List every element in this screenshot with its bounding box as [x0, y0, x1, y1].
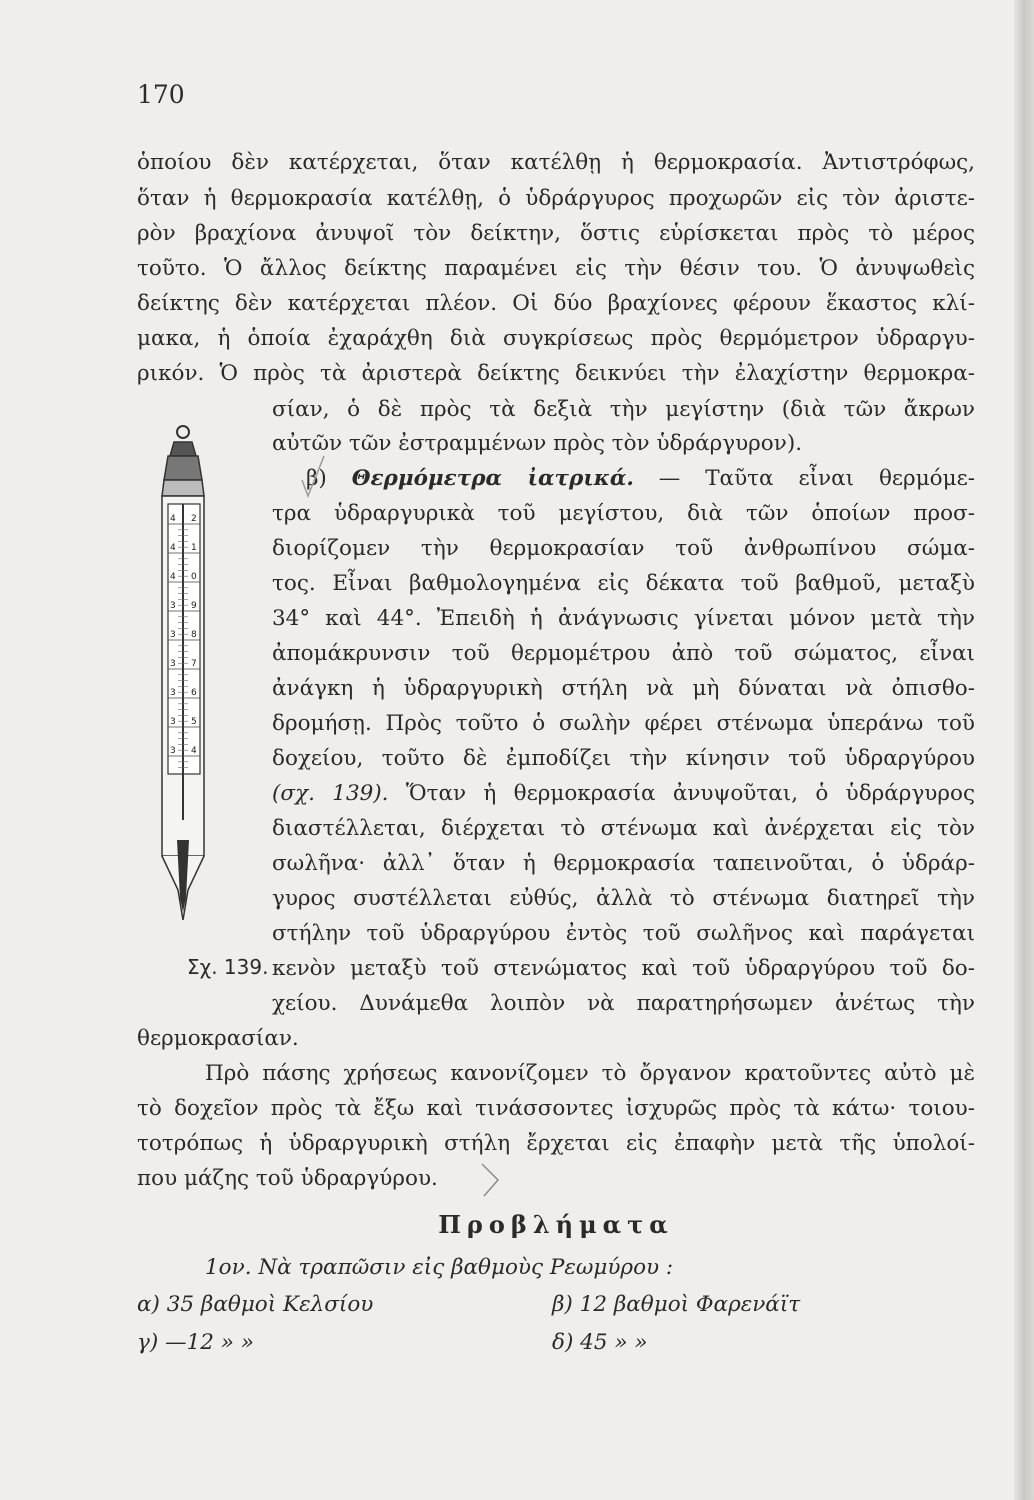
body-line: θερμοκρασίαν.: [137, 1026, 299, 1051]
pencil-arrow-mark: [476, 1160, 506, 1200]
problem-c: γ) —12 » »: [137, 1330, 254, 1355]
scale-label-left: 3: [170, 659, 176, 669]
body-line: που μάζης τοῦ ὑδραργύρου.: [137, 1166, 438, 1191]
body-line: διαστέλλεται, διέρχεται τὸ στένωμα καὶ ἀνέρχεται εἰς τὸν: [272, 816, 975, 841]
body-line: ὅταν ἡ θερμοκρασία κατέλθῃ, ὁ ὑδράργυρος προχωρῶν εἰς τὸν ἀριστε-: [137, 186, 975, 211]
scale-label-left: 4: [170, 543, 176, 553]
body-line: ρικόν. Ὁ πρὸς τὰ ἀριστερὰ δείκτης δεικνύει τὴν ἐλαχίστην θερμοκρα-: [137, 361, 975, 386]
ref-line: [272, 779, 975, 809]
body-line: κενὸν μεταξὺ τοῦ στενώματος καὶ τοῦ ὑδραργύρου τοῦ δο-: [272, 956, 975, 981]
scale-label-right: 6: [191, 688, 197, 698]
section-title: Θερμόμετρα ἰατρικά.: [351, 466, 634, 491]
scale-label-left: 3: [170, 630, 176, 640]
body-line: μακα, ἡ ὁποία ἐχαράχθη διὰ συγκρίσεως πρὸς θερμόμετρον ὑδραργυ-: [137, 326, 975, 351]
scale-label-right: 1: [191, 543, 197, 553]
scale-label-right: 0: [191, 572, 197, 582]
clinical-thermometer-figure: [150, 420, 230, 920]
scale-label-left: 3: [170, 601, 176, 611]
figure-caption: Σχ. 139.: [187, 955, 269, 979]
body-line: ρὸν βραχίονα ἀνυψοῖ τὸν δείκτην, ὅστις εὑρίσκεται πρὸς τὸ μέρος: [137, 221, 975, 246]
body-line: 34° καὶ 44°. Ἐπειδὴ ἡ ἀνάγνωσις γίνεται μόνον μετὰ τὴν: [272, 606, 975, 631]
body-line: ἀνάγκη ἡ ὑδραργυρικὴ στήλη νὰ μὴ δύναται νὰ ὀπισθο-: [272, 676, 975, 701]
body-line: τοτρόπως ἡ ὑδραργυρικὴ στήλη ἔρχεται εἰς ἐπαφὴν μετὰ τῆς ὑπολοί-: [137, 1131, 975, 1156]
body-line: ἀπομάκρυνσιν τοῦ θερμομέτρου ἀπὸ τοῦ σώματος, εἶναι: [272, 641, 975, 666]
problems-heading: Προβλήματα: [438, 1210, 674, 1239]
scale-label-right: 7: [191, 659, 197, 669]
body-line: τὸ δοχεῖον πρὸς τὰ ἔξω καὶ τινάσσοντες ἰσχυρῶς πρὸς τὰ κάτω· τοιου-: [137, 1096, 975, 1121]
figure-reference: (σχ. 139).: [272, 781, 389, 806]
section-rest: — Ταῦτα εἶναι θερμόμε-: [633, 466, 975, 491]
body-line: διορίζομεν τὴν θερμοκρασίαν τοῦ ἀνθρωπίνου σώμα-: [272, 536, 975, 561]
scale-label-left: 4: [170, 514, 176, 524]
body-line: στήλην τοῦ ὑδραργύρου ἐντὸς τοῦ σωλῆνος καὶ παράγεται: [272, 921, 975, 946]
problem-a: α) 35 βαθμοὶ Κελσίου: [137, 1292, 374, 1317]
body-line: σωλῆνα· ἀλλ᾽ ὅταν ἡ θερμοκρασία ταπεινοῦται, ὁ ὑδράρ-: [272, 851, 975, 876]
scale-label-right: 5: [191, 717, 197, 727]
body-line: ὁποίου δὲν κατέρχεται, ὅταν κατέλθῃ ἡ θερμοκρασία. Ἀντιστρόφως,: [137, 150, 975, 175]
problem-b: β) 12 βαθμοὶ Φαρενάϊτ: [552, 1292, 801, 1317]
body-line: δείκτης δὲν κατέρχεται πλέον. Οἱ δύο βραχίονες φέρουν ἕκαστος κλί-: [137, 291, 975, 316]
scale-label-left: 4: [170, 572, 176, 582]
body-line: δοχείου, τοῦτο δὲ ἐμποδίζει τὴν κίνησιν τοῦ ὑδραργύρου: [272, 746, 975, 771]
page-number: 170: [137, 80, 185, 109]
ref-line-rest: Ὅταν ἡ θερμοκρασία ἀνυψοῦται, ὁ ὑδράργυρος: [388, 781, 975, 806]
pencil-check-mark: [298, 452, 328, 502]
body-line: τος. Εἶναι βαθμολογημένα εἰς δέκατα τοῦ βαθμοῦ, μεταξὺ: [272, 571, 975, 596]
scale-label-right: 8: [191, 630, 197, 640]
scale-label-right: 9: [191, 601, 197, 611]
scale-label-left: 3: [170, 717, 176, 727]
scale-label-right: 4: [191, 746, 197, 756]
body-line: Πρὸ πάσης χρήσεως κανονίζομεν τὸ ὄργανον κρατοῦντες αὐτὸ μὲ: [205, 1061, 975, 1086]
body-line: σίαν, ὁ δὲ πρὸς τὰ δεξιὰ τὴν μεγίστην (διὰ τῶν ἄκρων: [272, 397, 975, 422]
body-line: αὐτῶν τῶν ἐστραμμένων πρὸς τὸν ὑδράργυρον).: [272, 431, 803, 456]
page-edge-shadow: [1014, 0, 1034, 1500]
problem-d: δ) 45 » »: [552, 1330, 648, 1355]
body-line: γυρος συστέλλεται εὐθύς, ἀλλὰ τὸ στένωμα διατηρεῖ τὴν: [272, 886, 975, 911]
body-line: δρομήσῃ. Πρὸς τοῦτο ὁ σωλὴν φέρει στένωμα ὑπεράνω τοῦ: [272, 711, 975, 736]
scale-label-right: 2: [191, 514, 197, 524]
section-line: [306, 464, 975, 494]
section-prefix: β): [306, 466, 352, 491]
body-line: τρα ὑδραργυρικὰ τοῦ μεγίστου, διὰ τῶν ὁποίων προσ-: [272, 501, 975, 526]
problem-intro: 1ον. Νὰ τραπῶσιν εἰς βαθμοὺς Ρεωμύρου :: [205, 1255, 674, 1280]
body-line: τοῦτο. Ὁ ἄλλος δείκτης παραμένει εἰς τὴν θέσιν του. Ὁ ἀνυψωθεὶς: [137, 256, 975, 281]
scale-label-left: 3: [170, 746, 176, 756]
body-line: χείου. Δυνάμεθα λοιπὸν νὰ παρατηρήσωμεν ἀνέτως τὴν: [272, 991, 975, 1016]
scale-label-left: 3: [170, 688, 176, 698]
